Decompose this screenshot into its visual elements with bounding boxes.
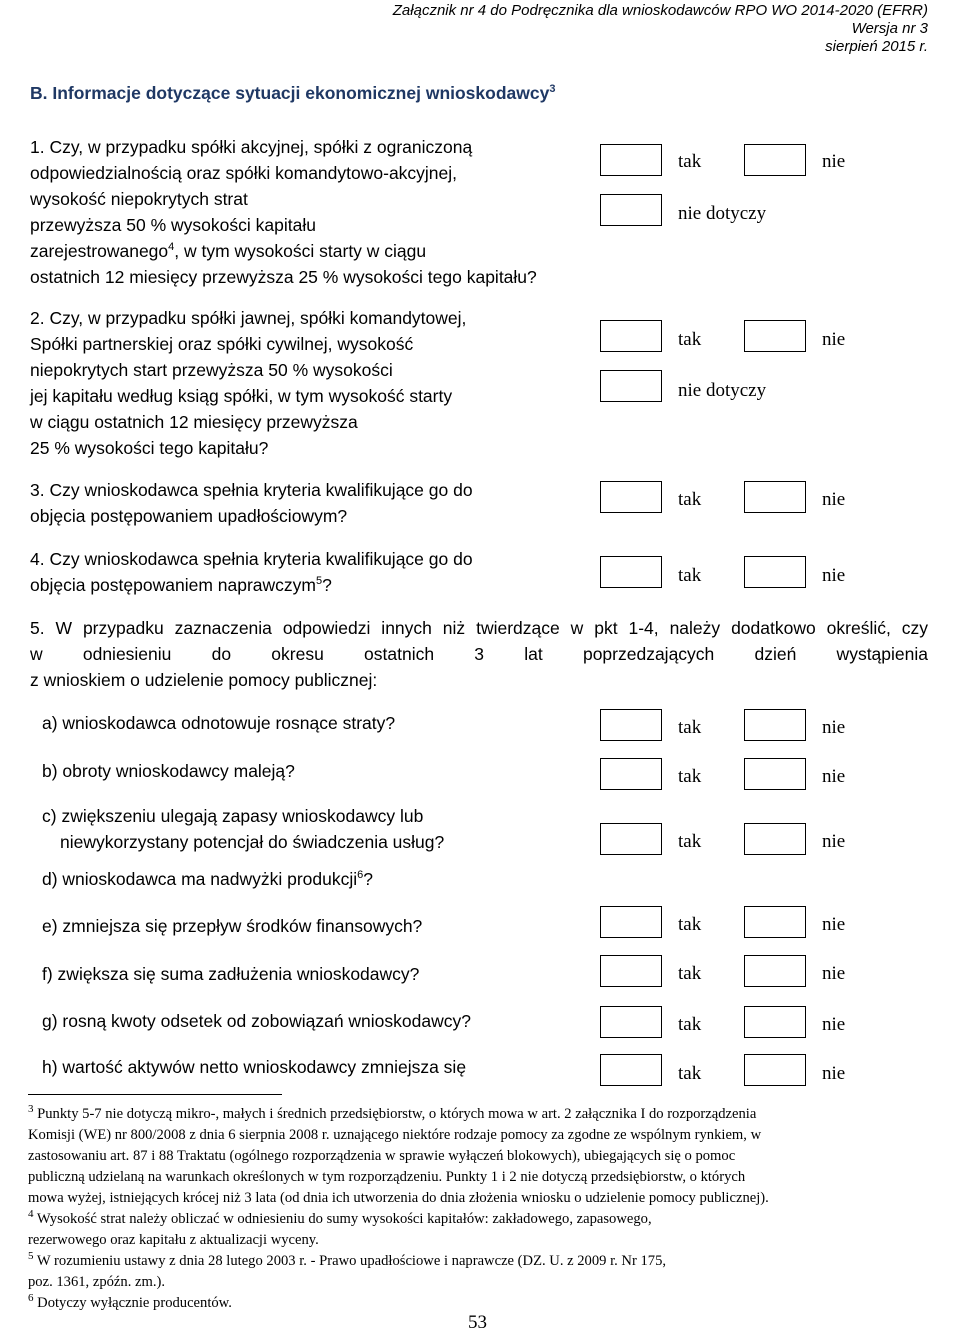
q1-yes-checkbox[interactable] bbox=[600, 144, 662, 176]
q2-line-4: jej kapitału według ksiąg spółki, w tym wysokość starty bbox=[30, 386, 453, 406]
sub-h-no-label: nie bbox=[822, 1063, 846, 1084]
q2-na-checkbox[interactable] bbox=[600, 370, 662, 402]
sub-b-yes-label: tak bbox=[678, 766, 702, 787]
q2-no-label: nie bbox=[822, 329, 846, 350]
q4-line-2a: objęcia postępowaniem naprawczym bbox=[30, 575, 316, 595]
q2-line-2: Spółki partnerskiej oraz spółki cywilnej, wysokość bbox=[30, 334, 414, 354]
q1-na-label: nie dotyczy bbox=[678, 203, 767, 224]
q1-line-5 bbox=[30, 238, 537, 264]
footnote-3-line-1: Punkty 5-7 nie dotyczą mikro-, małych i średnich przedsiębiorstw, o których mowa w art. 2 załącznika I do rozporządzenia bbox=[33, 1106, 757, 1122]
section-title-footnote-ref: 3 bbox=[549, 83, 556, 96]
footnote-3-line-3: zastosowaniu art. 87 i 88 Traktatu (ogólnego rozporządzenia w sprawie wyłączeń blokowych), ubiegających się o pomoc bbox=[28, 1148, 736, 1164]
footnote-3-line-4: publiczną udzielaną na warunkach określonych w tym rozporządzeniu. Punkty 1 i 2 nie dotyczą przedsiębiorstw, o których bbox=[28, 1169, 746, 1185]
sub-h-yes-checkbox[interactable] bbox=[600, 1054, 662, 1086]
footnote-5-line-2: poz. 1361, zpóźn. zm.). bbox=[28, 1274, 165, 1290]
q4-line-2 bbox=[30, 572, 473, 598]
sub-a-yes-label: tak bbox=[678, 717, 702, 738]
sub-question-h: h) wartość aktywów netto wnioskodawcy zmniejsza się bbox=[42, 1057, 467, 1077]
q1-line-5a: zarejestrowanego bbox=[30, 241, 169, 261]
q2-na-label: nie dotyczy bbox=[678, 380, 767, 401]
sub-c-no-checkbox[interactable] bbox=[744, 823, 806, 855]
q1-footnote-ref: 4 bbox=[168, 241, 175, 254]
q1-no-checkbox[interactable] bbox=[744, 144, 806, 176]
question-4 bbox=[30, 546, 473, 598]
q3-line-2: objęcia postępowaniem upadłościowym? bbox=[30, 506, 348, 526]
footnote-6-number: 6 bbox=[28, 1292, 34, 1305]
q3-no-label: nie bbox=[822, 489, 846, 510]
sub-e-no-checkbox[interactable] bbox=[744, 906, 806, 938]
q4-no-label: nie bbox=[822, 565, 846, 586]
q5-line-2: w odniesieniu do okresu ostatnich 3 lat poprzedzających dzień wystąpienia bbox=[30, 644, 928, 664]
q3-line-1: 3. Czy wnioskodawca spełnia kryteria kwalifikujące go do bbox=[30, 480, 473, 500]
q4-yes-checkbox[interactable] bbox=[600, 556, 662, 588]
header-line-3: sierpień 2015 r. bbox=[825, 38, 928, 55]
footnote-3-number: 3 bbox=[28, 1103, 34, 1116]
footnote-4-line-2: rezerwowego oraz kapitału z aktualizacji wyceny. bbox=[28, 1232, 319, 1248]
q2-line-5: w ciągu ostatnich 12 miesięcy przewyższa bbox=[30, 412, 358, 432]
q5-line-1: 5. W przypadku zaznaczenia odpowiedzi innych niż twierdzące w pkt 1-4, należy dodatkowo określić, czy bbox=[30, 618, 928, 638]
header bbox=[393, 2, 928, 56]
sub-a-yes-checkbox[interactable] bbox=[600, 709, 662, 741]
footnote-5 bbox=[28, 1251, 933, 1293]
q4-footnote-ref: 5 bbox=[315, 575, 323, 588]
sub-f-yes-label: tak bbox=[678, 963, 702, 984]
q1-line-6: ostatnich 12 miesięcy przewyższa 25 % wysokości tego kapitału? bbox=[30, 267, 537, 287]
footnote-4-line-1: Wysokość strat należy obliczać w odniesieniu do sumy wysokości kapitałów: zakładowego, zapasowego, bbox=[33, 1211, 652, 1227]
q1-line-1: 1. Czy, w przypadku spółki akcyjnej, spółki z ograniczoną bbox=[30, 137, 473, 157]
section-title-text: B. Informacje dotyczące sytuacji ekonomicznej wnioskodawcy bbox=[30, 83, 550, 103]
sub-question-e: e) zmniejsza się przepływ środków finansowych? bbox=[42, 916, 423, 936]
sub-a-no-label: nie bbox=[822, 717, 846, 738]
question-2 bbox=[30, 305, 466, 461]
q3-yes-checkbox[interactable] bbox=[600, 481, 662, 513]
sub-d-footnote-ref: 6 bbox=[357, 869, 364, 882]
page-number: 53 bbox=[468, 1312, 487, 1333]
q5-line-3: z wnioskiem o udzielenie pomocy publicznej: bbox=[30, 670, 378, 690]
q4-line-1: 4. Czy wnioskodawca spełnia kryteria kwalifikujące go do bbox=[30, 549, 473, 569]
sub-question-d bbox=[42, 866, 373, 892]
q1-line-5b: , w tym wysokości starty w ciągu bbox=[174, 241, 427, 261]
q2-line-6: 25 % wysokości tego kapitału? bbox=[30, 438, 269, 458]
sub-e-no-label: nie bbox=[822, 914, 846, 935]
q1-line-2: odpowiedzialnością oraz spółki komandytowo-akcyjnej, bbox=[30, 163, 458, 183]
sub-question-c bbox=[42, 803, 444, 855]
sub-g-no-label: nie bbox=[822, 1014, 846, 1035]
footnote-4 bbox=[28, 1209, 933, 1251]
header-line-1: Załącznik nr 4 do Podręcznika dla wnioskodawców RPO WO 2014-2020 (EFRR) bbox=[392, 2, 928, 19]
sub-e-yes-label: tak bbox=[678, 914, 702, 935]
sub-c-line-2: niewykorzystany potencjał do świadczenia usług? bbox=[60, 832, 445, 852]
q1-yes-label: tak bbox=[678, 151, 702, 172]
footnote-6-line-1: Dotyczy wyłącznie producentów. bbox=[33, 1295, 232, 1311]
footnote-6 bbox=[28, 1293, 933, 1314]
sub-c-yes-label: tak bbox=[678, 831, 702, 852]
footnote-3-line-2: Komisji (WE) nr 800/2008 z dnia 6 sierpnia 2008 r. uznającego niektóre rodzaje pomocy za zgodne ze wspólnym rynkiem, w bbox=[28, 1127, 762, 1143]
question-3 bbox=[30, 477, 473, 529]
question-5 bbox=[30, 615, 928, 693]
q1-no-label: nie bbox=[822, 151, 846, 172]
sub-f-no-label: nie bbox=[822, 963, 846, 984]
sub-c-line-1: c) zwiększeniu ulegają zapasy wnioskodawcy lub bbox=[42, 806, 424, 826]
q3-yes-label: tak bbox=[678, 489, 702, 510]
sub-question-g: g) rosną kwoty odsetek od zobowiązań wnioskodawcy? bbox=[42, 1011, 471, 1031]
q4-no-checkbox[interactable] bbox=[744, 556, 806, 588]
sub-b-yes-checkbox[interactable] bbox=[600, 758, 662, 790]
sub-f-no-checkbox[interactable] bbox=[744, 955, 806, 987]
q2-line-3: niepokrytych start przewyższa 50 % wysokości bbox=[30, 360, 393, 380]
q2-line-1: 2. Czy, w przypadku spółki jawnej, spółki komandytowej, bbox=[30, 308, 467, 328]
q2-no-checkbox[interactable] bbox=[744, 320, 806, 352]
sub-e-yes-checkbox[interactable] bbox=[600, 906, 662, 938]
sub-question-f: f) zwiększa się suma zadłużenia wnioskodawcy? bbox=[42, 964, 420, 984]
footnote-5-number: 5 bbox=[28, 1250, 34, 1263]
sub-question-a: a) wnioskodawca odnotowuje rosnące straty? bbox=[42, 713, 396, 733]
sub-f-yes-checkbox[interactable] bbox=[600, 955, 662, 987]
q1-na-checkbox[interactable] bbox=[600, 194, 662, 226]
footnote-3-line-5: mowa wyżej, istniejących krócej niż 3 lata (od dnia ich utworzenia do dnia złożenia wniosku o udzielenie pomocy publicznej). bbox=[28, 1190, 769, 1206]
sub-question-b: b) obroty wnioskodawcy maleją? bbox=[42, 761, 295, 781]
footnote-4-number: 4 bbox=[28, 1208, 34, 1221]
sub-c-no-label: nie bbox=[822, 831, 846, 852]
sub-a-no-checkbox[interactable] bbox=[744, 709, 806, 741]
sub-b-no-checkbox[interactable] bbox=[744, 758, 806, 790]
q4-line-2b: ? bbox=[322, 575, 332, 595]
sub-g-yes-checkbox[interactable] bbox=[600, 1006, 662, 1038]
q1-line-3: wysokość niepokrytych strat bbox=[30, 189, 248, 209]
q1-line-4: przewyższa 50 % wysokości kapitału bbox=[30, 215, 316, 235]
sub-h-yes-label: tak bbox=[678, 1063, 702, 1084]
q3-no-checkbox[interactable] bbox=[744, 481, 806, 513]
footnote-5-line-1: W rozumieniu ustawy z dnia 28 lutego 2003 r. - Prawo upadłościowe i naprawcze (DZ. U. z 2009 r. Nr 175, bbox=[33, 1253, 667, 1269]
sub-c-yes-checkbox[interactable] bbox=[600, 823, 662, 855]
question-1 bbox=[30, 134, 537, 290]
section-title bbox=[30, 82, 555, 104]
sub-d-qmark: ? bbox=[363, 869, 373, 889]
q2-yes-label: tak bbox=[678, 329, 702, 350]
footnotes bbox=[28, 1104, 933, 1314]
sub-d-text: d) wnioskodawca ma nadwyżki produkcji bbox=[42, 869, 358, 889]
q4-yes-label: tak bbox=[678, 565, 702, 586]
sub-g-yes-label: tak bbox=[678, 1014, 702, 1035]
footnote-separator bbox=[28, 1094, 282, 1095]
sub-b-no-label: nie bbox=[822, 766, 846, 787]
sub-g-no-checkbox[interactable] bbox=[744, 1006, 806, 1038]
header-line-2: Wersja nr 3 bbox=[851, 20, 928, 37]
footnote-3 bbox=[28, 1104, 933, 1209]
sub-h-no-checkbox[interactable] bbox=[744, 1054, 806, 1086]
q2-yes-checkbox[interactable] bbox=[600, 320, 662, 352]
